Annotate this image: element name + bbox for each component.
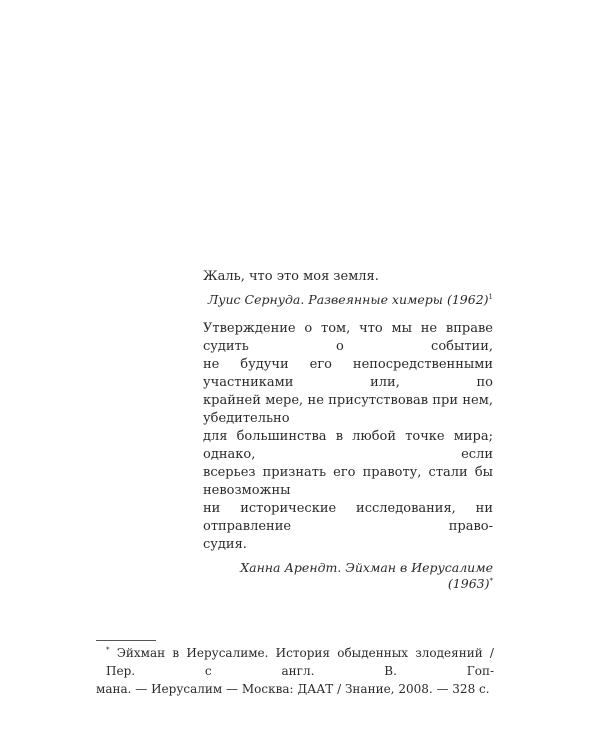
epigraph-2-attribution [203, 560, 493, 592]
footnote-mark: * [106, 646, 110, 654]
epigraph-1-attribution-text: Луис Сернуда. Развеянные химеры (1962) [207, 292, 489, 307]
footnote-line-text: Эйхман в Иерусалиме. История обыденных злодеяний / Пер. с англ. В. Гоп- [106, 646, 494, 678]
epigraph-2-line: не будучи его непосредственными участниками или, по [203, 357, 493, 390]
epigraph-2-quote [203, 320, 493, 554]
footnote-marker-star: * [489, 576, 493, 585]
epigraph-2-line: крайней мере, не присутствовав при нем, убедительно [203, 393, 493, 426]
epigraph-1 [203, 268, 493, 308]
epigraph-2-line: Утверждение о том, что мы не вправе судить о событии, [203, 321, 493, 354]
footnote-rule [96, 640, 156, 641]
epigraph-1-attribution [203, 292, 493, 308]
epigraph-2-line: ни исторические исследования, ни отправление право- [203, 501, 493, 534]
footnote-marker-1: 1 [488, 292, 493, 301]
epigraph-2-attribution-text: Ханна Арендт. Эйхман в Иерусалиме (1963) [240, 560, 493, 591]
footnote-line: мана. — Иерусалим — Москва: ДААТ / Знание, 2008. — 328 с. [96, 682, 490, 696]
footnote [96, 644, 494, 698]
epigraph-2-line: для большинства в любой точке мира; однако, если [203, 429, 493, 462]
epigraph-2 [203, 320, 493, 592]
epigraph-2-line: судия. [203, 537, 247, 552]
epigraph-1-quote: Жаль, что это моя земля. [203, 269, 379, 284]
footnote-line [96, 644, 494, 680]
epigraph-2-line: всерьез признать его правоту, стали бы невозможны [203, 465, 493, 498]
